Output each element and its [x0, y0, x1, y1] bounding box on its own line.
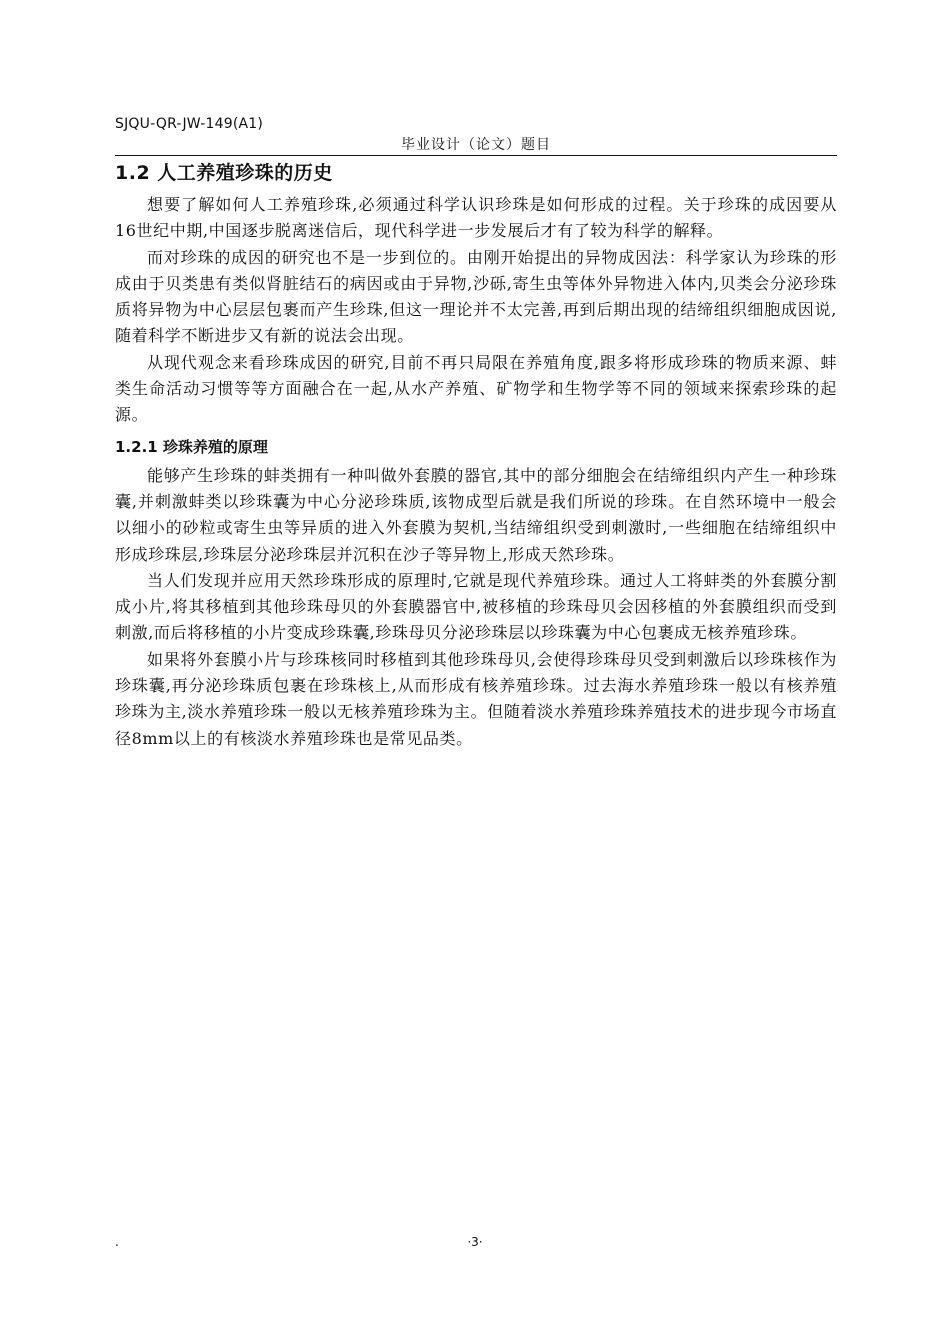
paragraph: 从现代观念来看珍珠成因的研究,目前不再只局限在养殖角度,跟多将形成珍珠的物质来源、蚌类生命活动习惯等等方面融合在一起,从水产养殖、矿物学和生物学等不同的领域来探索珍珠的起源。 — [115, 352, 837, 425]
paragraph: 想要了解如何人工养殖珍珠,必须通过科学认识珍珠是如何形成的过程。关于珍珠的成因要从16世纪中期,中国逐步脱离迷信后，现代科学进一步发展后才有了较为科学的解释。 — [115, 195, 837, 241]
subsection-heading: 1.2.1 珍珠养殖的原理 — [115, 437, 268, 456]
page-number: ·3· — [467, 1235, 483, 1249]
section-heading: 1.2 人工养殖珍珠的历史 — [115, 162, 333, 184]
paragraph: 能够产生珍珠的蚌类拥有一种叫做外套膜的器官,其中的部分细胞会在结缔组织内产生一种珍珠囊,并刺激蚌类以珍珠囊为中心分泌珍珠质,该物成型后就是我们所说的珍珠。在自然环境中一般会以细小的砂粒或寄生虫等异质的进入外套膜为契机,当结缔组织受到刺激时,一些细胞在结缔组织中形成珍珠层,珍珠层分泌珍珠层并沉积在沙子等异物上,形成天然珍珠。 — [115, 465, 837, 564]
header-divider — [115, 155, 837, 156]
document-body — [115, 158, 837, 752]
running-header-title: 毕业设计（论文）题目 — [401, 137, 551, 153]
paragraph: 而对珍珠的成因的研究也不是一步到位的。由刚开始提出的异物成因法：科学家认为珍珠的形成由于贝类患有类似肾脏结石的病因或由于异物,沙砾,寄生虫等体外异物进入体内,贝类会分泌珍珠质将异物为中心层层包裹而产生珍珠,但这一理论并不太完善,再到后期出现的结缔组织细胞成因说,随着科学不断进步又有新的说法会出现。 — [115, 247, 837, 346]
document-code: SJQU-QR-JW-149(A1) — [115, 116, 264, 132]
paragraph: 当人们发现并应用天然珍珠形成的原理时,它就是现代养殖珍珠。通过人工将蚌类的外套膜分割成小片,将其移植到其他珍珠母贝的外套膜器官中,被移植的珍珠母贝会因移植的外套膜组织而受到刺激,而后将移植的小片变成珍珠囊,珍珠母贝分泌珍珠层以珍珠囊为中心包裹成无核养殖珍珠。 — [115, 570, 837, 643]
footer-mark: . — [115, 1235, 119, 1249]
paragraph: 如果将外套膜小片与珍珠核同时移植到其他珍珠母贝,会使得珍珠母贝受到刺激后以珍珠核作为珍珠囊,再分泌珍珠质包裹在珍珠核上,从而形成有核养殖珍珠。过去海水养殖珍珠一般以有核养殖珍珠为主,淡水养殖珍珠一般以无核养殖珍珠为主。但随着淡水养殖珍珠养殖技术的进步现今市场直径8mm以上的有核淡水养殖珍珠也是常见品类。 — [115, 649, 837, 748]
